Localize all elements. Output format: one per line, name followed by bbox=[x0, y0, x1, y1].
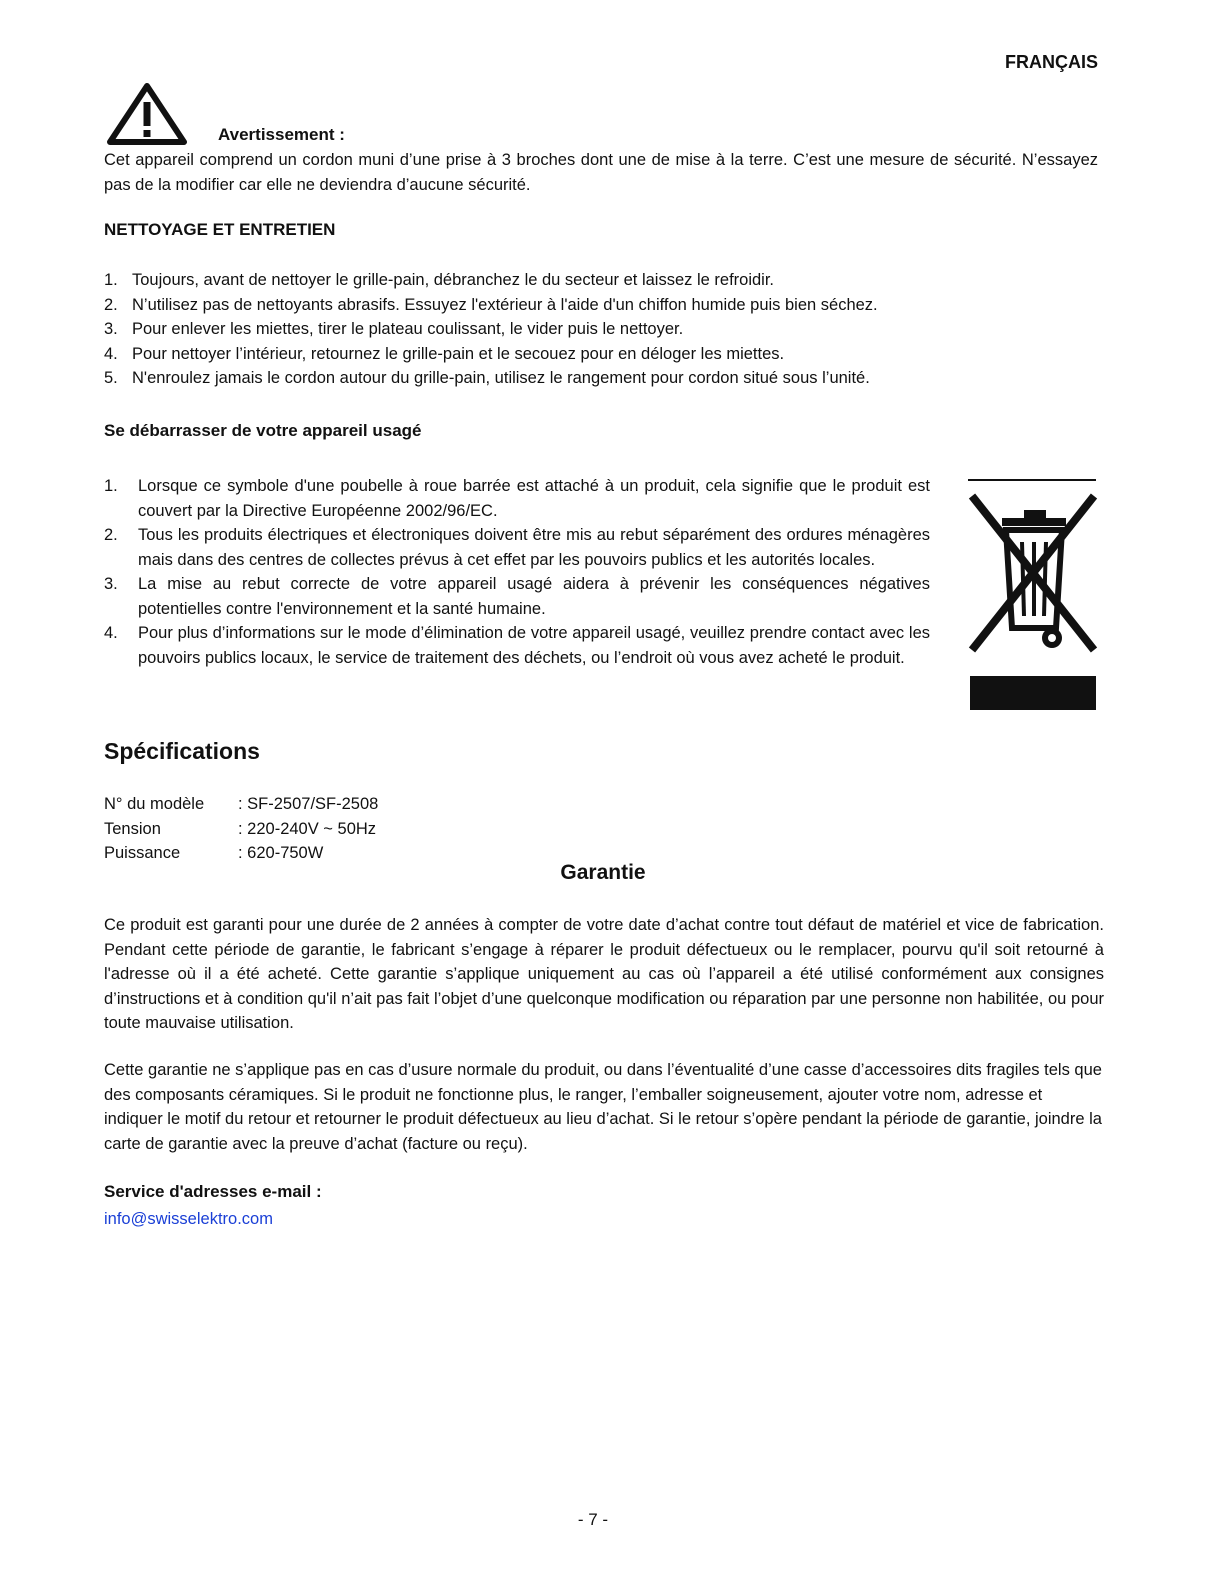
service-email-link[interactable]: info@swisselektro.com bbox=[104, 1210, 273, 1228]
warranty-title: Garantie bbox=[560, 861, 646, 884]
list-item bbox=[104, 474, 930, 523]
list-item-text: Pour enlever les miettes, tirer le plateau coulissant, le vider puis le nettoyer. bbox=[132, 320, 684, 338]
spec-value: : SF-2507/SF-2508 bbox=[238, 795, 379, 813]
specifications-title: Spécifications bbox=[104, 738, 260, 764]
list-item bbox=[104, 317, 1104, 342]
list-item-text: Pour plus d’informations sur le mode d’élimination de votre appareil usagé, veuillez prendre contact avec les pouvoirs publics locaux, le service de traitement des déchets, ou l’endroit où vous avez acheté le produit. bbox=[138, 624, 930, 667]
list-item bbox=[104, 366, 1104, 391]
list-item-number: 5. bbox=[104, 369, 118, 387]
list-item bbox=[104, 293, 1104, 318]
list-item-text: Toujours, avant de nettoyer le grille-pain, débranchez le du secteur et laissez le refroidir. bbox=[132, 271, 775, 289]
warning-title: Avertissement : bbox=[218, 125, 345, 144]
list-item-number: 1. bbox=[104, 477, 118, 495]
cleaning-section-title: NETTOYAGE ET ENTRETIEN bbox=[104, 220, 336, 239]
crossed-out-wheelie-bin-icon bbox=[966, 478, 1098, 718]
service-email-title: Service d'adresses e-mail : bbox=[104, 1182, 322, 1201]
list-item bbox=[104, 268, 1104, 293]
warranty-paragraph-1: Ce produit est garanti pour une durée de 2 années à compter de votre date d’achat contre tout défaut de matériel et vice de fabrication. Pendant cette période de garantie, le fabricant s’engage à réparer le produit défectueux ou le remplacer, pourvu qu'il soit retourné à l'adresse où il a été acheté. Cette garantie s’applique uniquement au cas où l’appareil a été utilisé conformément aux consignes d’instructions et à condition qu'il n’ait pas fait l’objet d’une quelconque modification ou réparation par une personne non habilitée, ou pour toute mauvaise utilisation. bbox=[104, 916, 1104, 1032]
list-item-number: 4. bbox=[104, 624, 118, 642]
list-item-number: 2. bbox=[104, 295, 118, 314]
warranty-paragraph-2: Cette garantie ne s’applique pas en cas d’usure normale du produit, ou dans l’éventualité d’une casse d’accessoires dits fragiles tels que des composants céramiques. Si le produit ne fonctionne plus, le ranger, l’emballer soigneusement, ajouter votre nom, adresse et indiquer le motif du retour et retourner le produit défectueux au lieu d’achat. Si le retour s’opère pendant la période de garantie, joindre la carte de garantie avec la preuve d’achat (facture ou reçu). bbox=[104, 1061, 1102, 1153]
list-item-text: Tous les produits électriques et électroniques doivent être mis au rebut séparément des ordures ménagères mais dans des centres de collectes prévus à cet effet par les pouvoirs publics et les autorités locales. bbox=[138, 526, 930, 569]
list-item-number: 1. bbox=[104, 271, 118, 289]
spec-row bbox=[104, 792, 378, 817]
disposal-list bbox=[104, 474, 930, 670]
disposal-section-title: Se débarrasser de votre appareil usagé bbox=[104, 421, 422, 440]
warning-text: Cet appareil comprend un cordon muni d’une prise à 3 broches dont une de mise à la terre. C’est une mesure de sécurité. N’essayez pas de la modifier car elle ne deviendra d’aucune sécurité. bbox=[104, 151, 1098, 194]
list-item bbox=[104, 342, 1104, 367]
list-item-number: 4. bbox=[104, 344, 118, 363]
spec-label: Tension bbox=[104, 819, 161, 838]
cleaning-list bbox=[104, 268, 1104, 391]
list-item-text: N’utilisez pas de nettoyants abrasifs. Essuyez l'extérieur à l'aide d'un chiffon humide puis bien séchez. bbox=[132, 295, 878, 314]
page-number: - 7 - bbox=[577, 1510, 609, 1529]
specifications-table bbox=[104, 792, 378, 866]
list-item-number: 3. bbox=[104, 575, 118, 593]
spec-label: N° du modèle bbox=[104, 795, 205, 813]
language-label: FRANÇAIS bbox=[1005, 52, 1098, 72]
spec-value: : 220-240V ~ 50Hz bbox=[238, 819, 377, 838]
warning-triangle-icon bbox=[106, 82, 188, 146]
list-item bbox=[104, 572, 930, 621]
spec-value: : 620-750W bbox=[238, 844, 324, 862]
list-item-number: 2. bbox=[104, 526, 118, 544]
list-item-number: 3. bbox=[104, 320, 118, 338]
list-item bbox=[104, 523, 930, 572]
list-item bbox=[104, 621, 930, 670]
list-item-text: Lorsque ce symbole d'une poubelle à roue barrée est attaché à un produit, cela signifie que le produit est couvert par la Directive Européenne 2002/96/EC. bbox=[138, 477, 930, 520]
list-item-text: La mise au rebut correcte de votre appareil usagé aidera à prévenir les conséquences négatives potentielles contre l'environnement et la santé humaine. bbox=[138, 575, 930, 618]
spec-label: Puissance bbox=[104, 844, 181, 862]
list-item-text: N'enroulez jamais le cordon autour du grille-pain, utilisez le rangement pour cordon situé sous l’unité. bbox=[132, 369, 870, 387]
spec-row bbox=[104, 817, 378, 842]
list-item-text: Pour nettoyer l’intérieur, retournez le grille-pain et le secouez pour en déloger les miettes. bbox=[132, 344, 785, 363]
